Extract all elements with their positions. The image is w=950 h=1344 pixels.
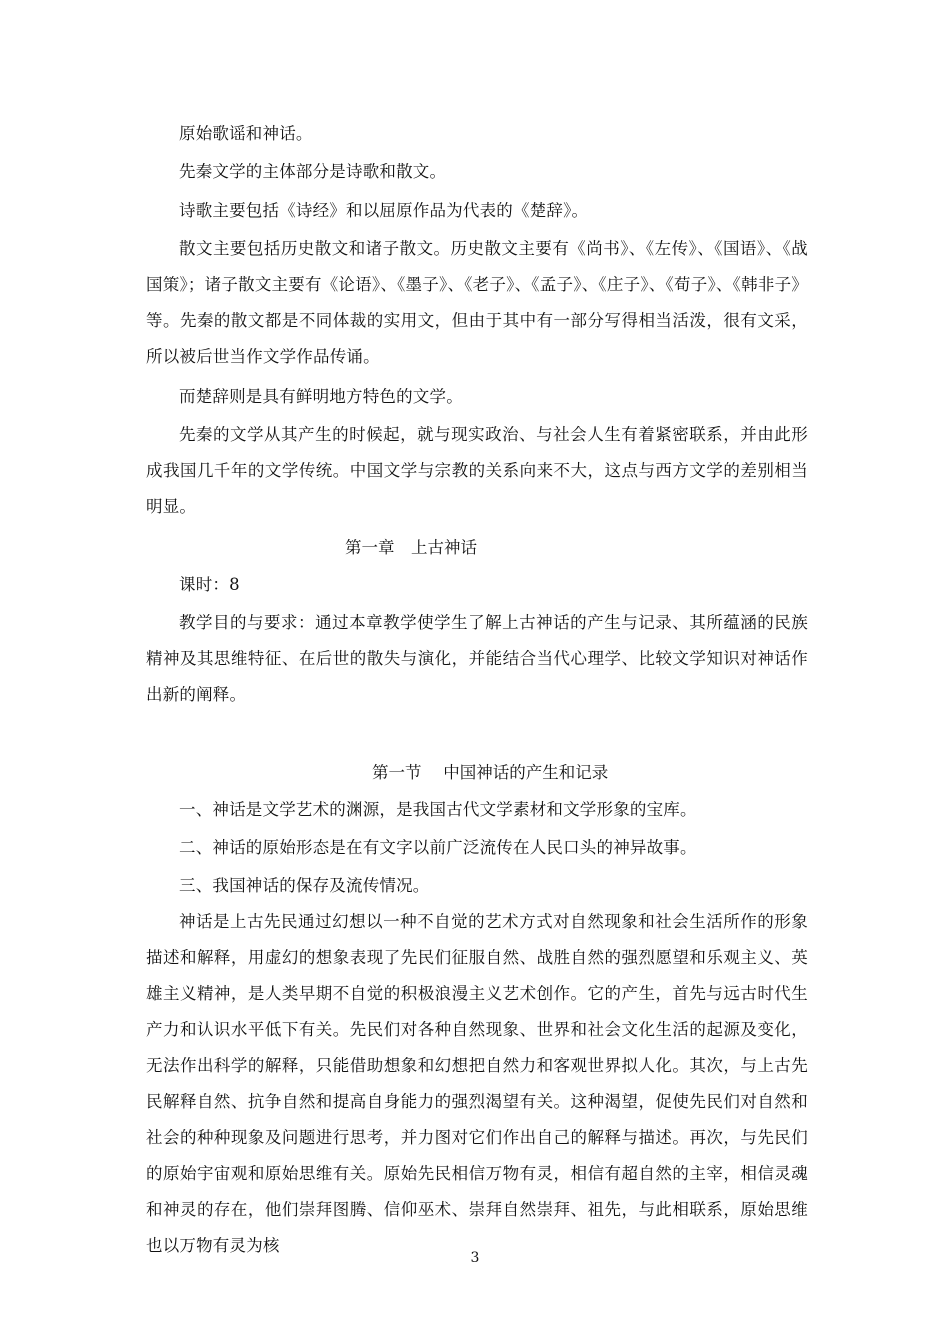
section-point-2: 二、神话的原始形态是在有文字以前广泛流传在人民口头的神异故事。 [179,838,697,857]
paragraph-tradition: 先秦的文学从其产生的时候起，就与现实政治、与社会人生有着紧密联系，并由此形成我国几千年的文学传统。中国文学与宗教的关系向来不大，这点与西方文学的差别相当明显。 [146,425,808,516]
section-point-1: 一、神话是文学艺术的渊源，是我国古代文学素材和文学形象的宝库。 [179,800,697,819]
page-number: 3 [470,1250,480,1266]
paragraph-poetry: 诗歌主要包括《诗经》和以屈原作品为代表的《楚辞》。 [179,201,589,220]
chapter-objectives: 教学目的与要求：通过本章教学使学生了解上古神话的产生与记录、其所蕴涵的民族精神及其思维特征、在后世的散失与演化，并能结合当代心理学、比较文学知识对神话作出新的阐释。 [146,613,808,704]
paragraph-chuci: 而楚辞则是具有鲜明地方特色的文学。 [179,387,463,406]
section-point-3: 三、我国神话的保存及流传情况。 [179,876,430,895]
paragraph-primitive-songs: 原始歌谣和神话。 [179,124,313,143]
section-body-paragraph: 神话是上古先民通过幻想以一种不自觉的艺术方式对自然现象和社会生活所作的形象描述和解释，用虚幻的想象表现了先民们征服自然、战胜自然的强烈愿望和乐观主义、英雄主义精神，是人类早期不自觉的积极浪漫主义艺术创作。它的产生，首先与远古时代生产力和认识水平低下有关。先民们对各种自然现象、世界和社会文化生活的起源及变化，无法作出科学的解释，只能借助想象和幻想把自然力和客观世界拟人化。其次，与上古先民解释自然、抗争自然和提高自身能力的强烈渴望有关。这种渴望，促使先民们对自然和社会的种种现象及问题进行思考，并力图对它们作出自己的解释与描述。再次，与先民们的原始宇宙观和原始思维有关。原始先民相信万物有灵，相信有超自然的主宰，相信灵魂和神灵的存在，他们崇拜图腾、信仰巫术、崇拜自然崇拜、祖先，与此相联系，原始思维也以万物有灵为核 [146,912,808,1255]
paragraph-main-body: 先秦文学的主体部分是诗歌和散文。 [179,162,447,181]
chapter-title: 第一章 上古神话 [345,538,477,557]
paragraph-prose: 散文主要包括历史散文和诸子散文。历史散文主要有《尚书》、《左传》、《国语》、《战国策》；诸子散文主要有《论语》、《墨子》、《老子》、《孟子》、《庄子》、《荀子》、《韩非子》等。先秦的散文都是不同体裁的实用文，但由于其中有一部分写得相当活泼，很有文采，所以被后世当作文学作品传诵。 [146,239,808,366]
chapter-hours: 课时：8 [179,575,240,594]
section-title: 第一节 中国神话的产生和记录 [372,763,609,782]
